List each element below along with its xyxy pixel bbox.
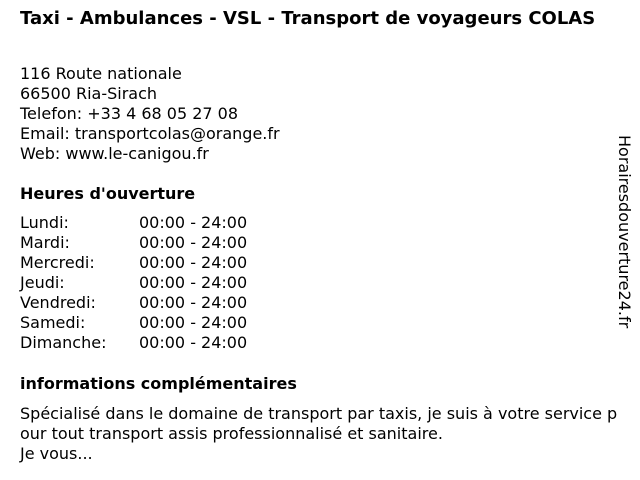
email-line: Email: transportcolas@orange.fr — [20, 124, 280, 143]
opening-hours-heading: Heures d'ouverture — [20, 184, 196, 203]
contact-block — [20, 64, 280, 164]
site-watermark: Horairesdouverture24.fr — [615, 135, 634, 329]
address-city: 66500 Ria-Sirach — [20, 84, 158, 103]
hours-row-wednesday — [20, 253, 247, 273]
day-label: Dimanche: — [20, 333, 107, 352]
hours-row-tuesday — [20, 233, 247, 253]
day-label: Samedi: — [20, 313, 86, 332]
hours-row-sunday — [20, 333, 247, 353]
time-range: 00:00 - 24:00 — [139, 213, 248, 232]
day-label: Lundi: — [20, 213, 69, 232]
additional-info-heading: informations complémentaires — [20, 374, 297, 393]
hours-row-monday — [20, 213, 247, 233]
address-street: 116 Route nationale — [20, 64, 182, 83]
day-label: Jeudi: — [20, 273, 65, 292]
day-label: Vendredi: — [20, 293, 96, 312]
additional-info-body — [20, 404, 620, 464]
hours-row-saturday — [20, 313, 247, 333]
time-range: 00:00 - 24:00 — [139, 273, 248, 292]
hours-row-thursday — [20, 273, 247, 293]
web-line: Web: www.le-canigou.fr — [20, 144, 209, 163]
opening-hours-table — [20, 213, 247, 353]
business-title: Taxi - Ambulances - VSL - Transport de voyageurs COLAS — [20, 8, 596, 29]
phone-line: Telefon: +33 4 68 05 27 08 — [20, 104, 239, 123]
time-range: 00:00 - 24:00 — [139, 233, 248, 252]
time-range: 00:00 - 24:00 — [139, 253, 248, 272]
day-label: Mardi: — [20, 233, 70, 252]
hours-row-friday — [20, 293, 247, 313]
description-more: Je vous... — [20, 444, 93, 463]
description-text: Spécialisé dans le domaine de transport par taxis, je suis à votre service pour tout transport assis professionnalisé et sanitaire. — [20, 404, 618, 443]
time-range: 00:00 - 24:00 — [139, 333, 248, 352]
day-label: Mercredi: — [20, 253, 95, 272]
time-range: 00:00 - 24:00 — [139, 293, 248, 312]
time-range: 00:00 - 24:00 — [139, 313, 248, 332]
